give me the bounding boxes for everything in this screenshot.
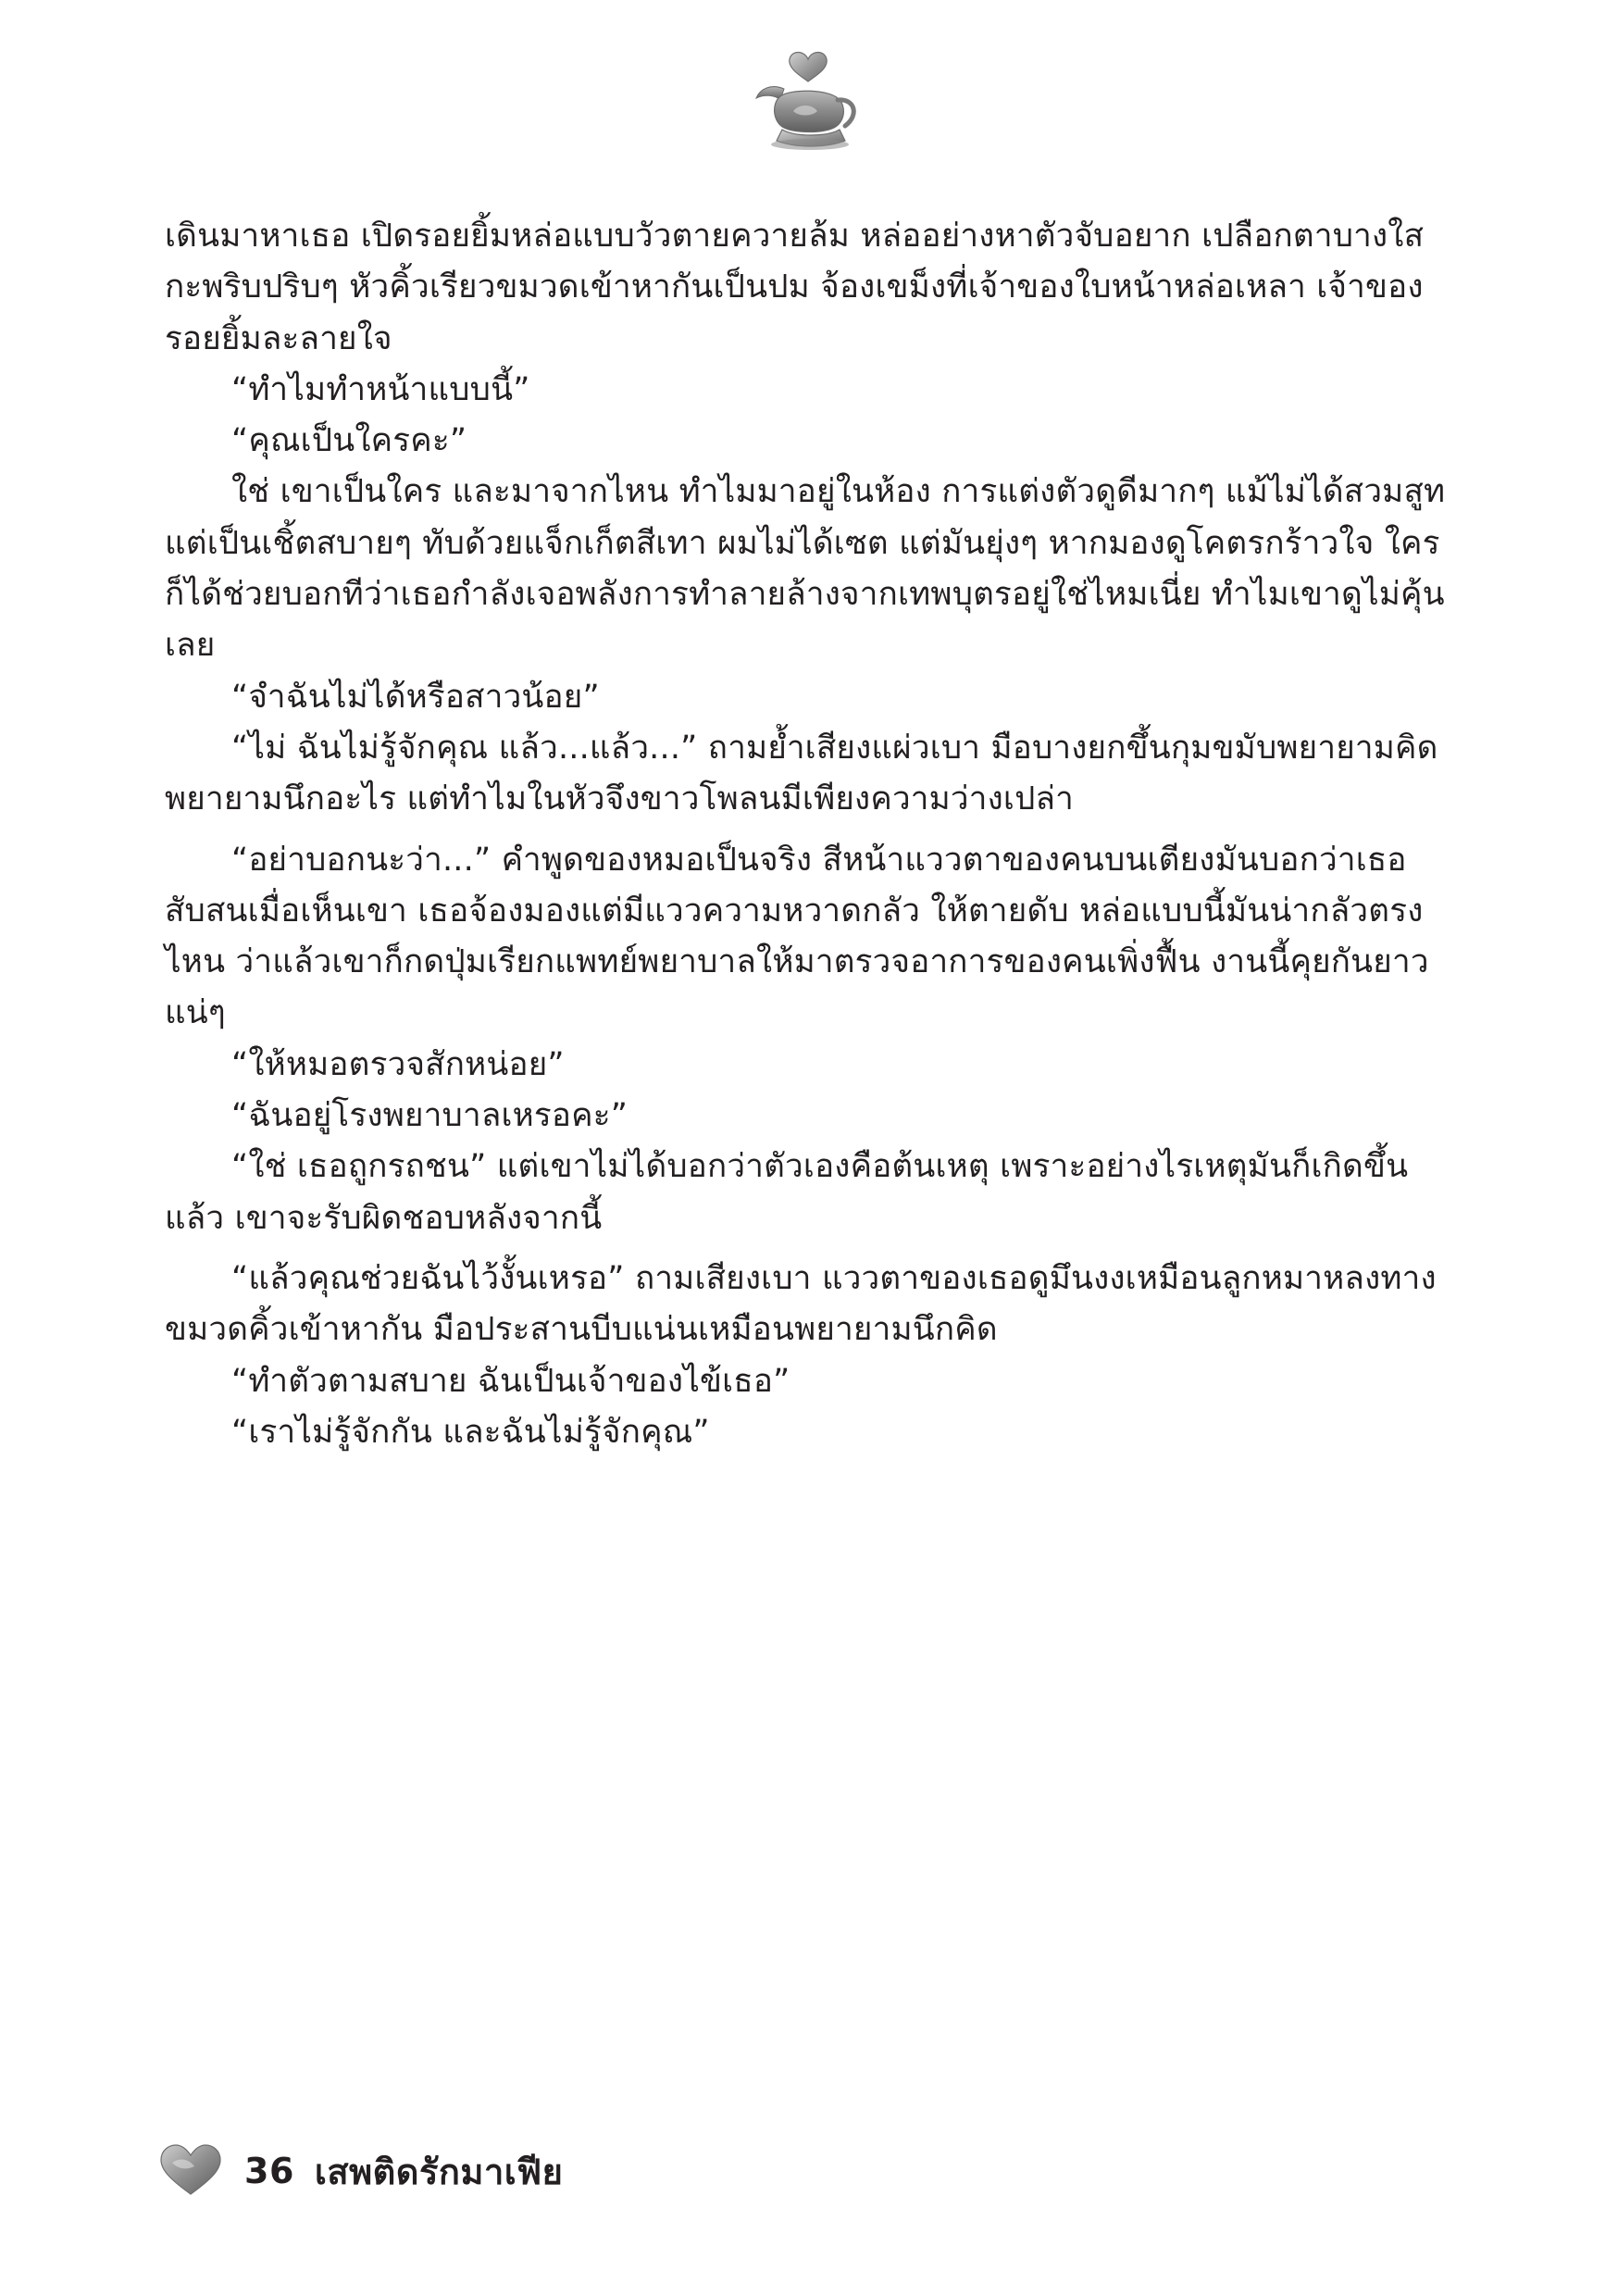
paragraph: “อย่าบอกนะว่า...” คำพูดของหมอเป็นจริง สีหน้าแววตาของคนบนเตียงมันบอกว่าเธอสับสนเมื่อเห็นเขา เธอจ้องมองแต่มีแววความหวาดกลัว ให้ตายดับ หล่อแบบนี้มันน่ากลัวตรงไหน ว่าแล้วเขาก็กดปุ่มเรียกแพทย์พยาบาลให้มาตรวจอาการของคนเพิ่งฟื้น งานนี้คุยกันยาวแน่ๆ xyxy=(165,841,1429,1032)
book-title: เสพติดรักมาเฟีย xyxy=(314,2151,564,2192)
heart-ornament-icon xyxy=(157,2142,224,2200)
paragraph: “ใช่ เธอถูกรถชน” แต่เขาไม่ได้บอกว่าตัวเองคือต้นเหตุ เพราะอย่างไรเหตุมันก็เกิดขึ้นแล้ว เขาจะรับผิดชอบหลังจากนี้ xyxy=(165,1148,1409,1237)
paragraph: “เราไม่รู้จักกัน และฉันไม่รู้จักคุณ” xyxy=(231,1413,710,1451)
paragraph: “ให้หมอตรวจสักหน่อย” xyxy=(231,1045,565,1083)
paragraph-spacer xyxy=(165,1244,1453,1254)
paragraph: “ทำตัวตามสบาย ฉันเป็นเจ้าของไข้เธอ” xyxy=(231,1362,790,1400)
oil-lamp-ornament-icon xyxy=(730,44,888,154)
page-body-text xyxy=(165,211,1453,1458)
header-ornament xyxy=(0,44,1618,156)
paragraph: “คุณเป็นใครคะ” xyxy=(231,422,467,460)
page-number: 36 xyxy=(244,2151,294,2191)
paragraph: เดินมาหาเธอ เปิดรอยยิ้มหล่อแบบวัวตายควายล้ม หล่ออย่างหาตัวจับอยาก เปลือกตาบางใสกะพริบปริบๆ หัวคิ้วเรียวขมวดเข้าหากันเป็นปม จ้องเขม็งที่เจ้าของใบหน้าหล่อเหลา เจ้าของรอยยิ้มละลายใจ xyxy=(165,218,1425,357)
page-footer xyxy=(157,2142,563,2200)
paragraph: “ไม่ ฉันไม่รู้จักคุณ แล้ว...แล้ว...” ถามย้ำเสียงแผ่วเบา มือบางยกขึ้นกุมขมับพยายามคิด พยายามนึกอะไร แต่ทำไมในหัวจึงขาวโพลนมีเพียงความว่างเปล่า xyxy=(165,729,1438,818)
paragraph: “ทำไมทำหน้าแบบนี้” xyxy=(231,370,530,408)
paragraph: ใช่ เขาเป็นใคร และมาจากไหน ทำไมมาอยู่ในห้อง การแต่งตัวดูดีมากๆ แม้ไม่ได้สวมสูท แต่เป็นเชิ้ตสบายๆ ทับด้วยแจ็กเก็ตสีเทา ผมไม่ได้เซต แต่มันยุ่งๆ หากมองดูโคตรกร้าวใจ ใครก็ได้ช่วยบอกทีว่าเธอกำลังเจอพลังการทำลายล้างจากเทพบุตรอยู่ใช่ไหมเนี่ย ทำไมเขาดูไม่คุ้นเลย xyxy=(165,473,1446,665)
paragraph: “จำฉันไม่ได้หรือสาวน้อย” xyxy=(231,678,600,716)
paragraph-spacer xyxy=(165,826,1453,835)
paragraph: “ฉันอยู่โรงพยาบาลเหรอคะ” xyxy=(231,1097,629,1135)
paragraph: “แล้วคุณช่วยฉันไว้งั้นเหรอ” ถามเสียงเบา แววตาของเธอดูมึนงงเหมือนลูกหมาหลงทาง ขมวดคิ้วเข้าหากัน มือประสานบีบแน่นเหมือนพยายามนึกคิด xyxy=(165,1259,1437,1349)
